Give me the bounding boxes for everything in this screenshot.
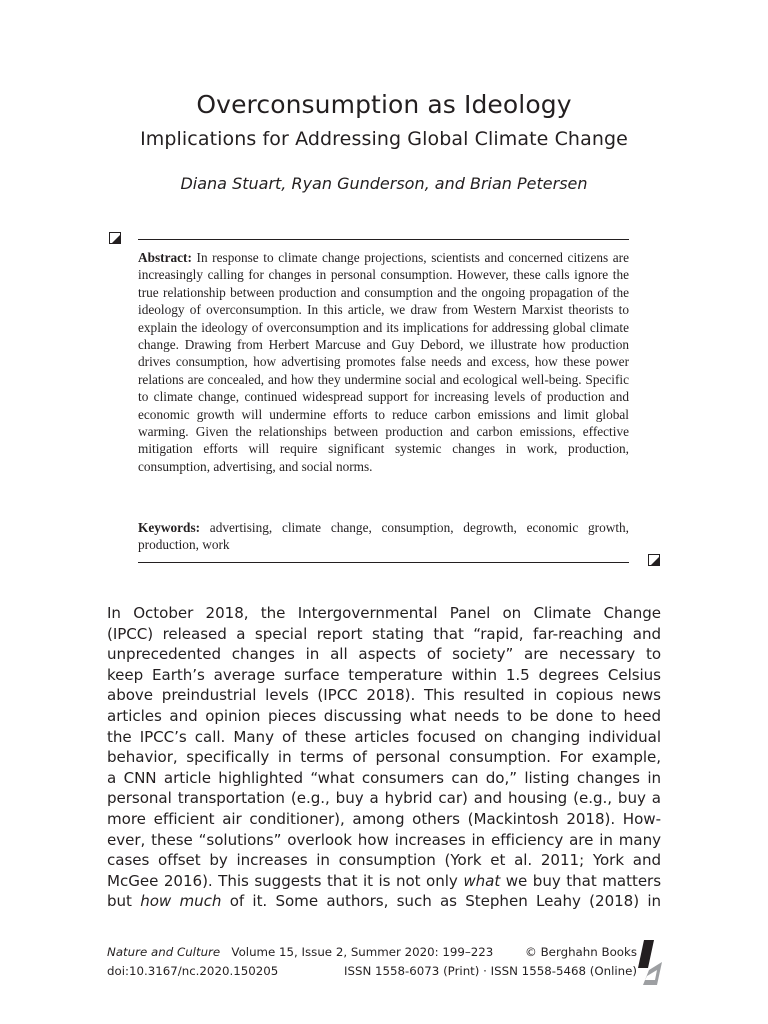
body-line: above preindustrial levels (IPCC 2018). This resulted in copious news [107,686,661,705]
body-line: unprecedented changes in all aspects of society” are necessary to [107,645,661,664]
berghahn-logo-icon [638,940,662,985]
publisher: © Berghahn Books [525,945,637,959]
body-line: behavior, specifically in terms of personal consumption. For example, [107,748,661,767]
body-line: personal transportation (e.g., buy a hybrid car) and housing (e.g., buy a [107,789,661,808]
body-line: In October 2018, the Intergovernmental Panel on Climate Change [107,604,661,622]
body-line: ever, these “solutions” overlook how increases in efficiency are in many [107,830,661,849]
doi: doi:10.3167/nc.2020.150205 [107,964,279,978]
page-subtitle: Implications for Addressing Global Climate Change [140,128,628,150]
body-line [107,871,661,892]
footer [107,943,637,981]
body-line: the IPCC’s call. Many of these articles focused on changing individual [107,727,661,746]
keywords-text: advertising, climate change, consumption, degrowth, economic growth, production, work [138,520,629,553]
body-line-part: McGee 2016). This suggests that it is not only [107,871,458,890]
abstract-label: Abstract: [138,250,192,265]
body-line: keep Earth’s average surface temperature within 1.5 degrees Celsius [107,665,661,684]
page-title: Overconsumption as Ideology [196,90,572,119]
body-line: articles and opinion pieces discussing what needs to be done to heed [107,706,661,725]
journal-name: Nature and Culture [107,945,221,959]
body-line-part: of it. Some authors, such as Stephen Leahy (2018) in [229,892,662,911]
issn: ISSN 1558-6073 (Print) · ISSN 1558-5468 (Online) [343,964,637,978]
corner-marker-icon [109,232,121,244]
abstract-text: In response to climate change projections, scientists and concerned citizens are increasingly calling for changes in personal consumption. However, these calls ignore the true relationship between production and consumption and the ongoing propagation of the ideology of overconsumption. In this article, we draw from Western Marxist theorists to explain the ideology of overconsumption and its implications for addressing global climate change. Drawing from Herbert Marcuse and Guy Debord, we illustrate how production drives consumption, how advertising promotes false needs and excess, how these power relations are concealed, and how they undermine social and ecological well-being. Specific to climate change, continued widespread support for increasing levels of production and economic growth will undermine efforts to reduce carbon emissions and limit global warming. Given the relationships between production and carbon emissions, effective mitigation efforts will require significant systemic changes in work, production, consumption, advertising, and social norms. [138,250,629,474]
body-line: (IPCC) released a special report stating that “rapid, far-reaching and [107,624,661,643]
body-line-part: we buy that matters [505,871,662,890]
abstract-bottom-rule [138,562,629,563]
authors: Diana Stuart, Ryan Gunderson, and Brian Petersen [180,174,588,193]
body-line: a CNN article highlighted “what consumers can do,” listing changes in [107,768,661,787]
body-line: more efficient air conditioner), among others (Mackintosh 2018). How- [107,809,661,828]
keywords-label: Keywords: [138,520,201,535]
body-line-part: but [107,892,132,911]
abstract [138,249,629,475]
body-line: cases offset by increases in consumption (York et al. 2011; York and [107,851,661,870]
keywords [138,519,629,554]
corner-marker-icon [648,554,660,566]
issue-info: Volume 15, Issue 2, Summer 2020: 199–223 [231,945,494,959]
emphasis-how-much: how much [140,892,222,911]
body-line [107,891,661,912]
abstract-top-rule [138,239,629,240]
body-paragraph [107,603,661,912]
emphasis-what: what [463,871,501,890]
